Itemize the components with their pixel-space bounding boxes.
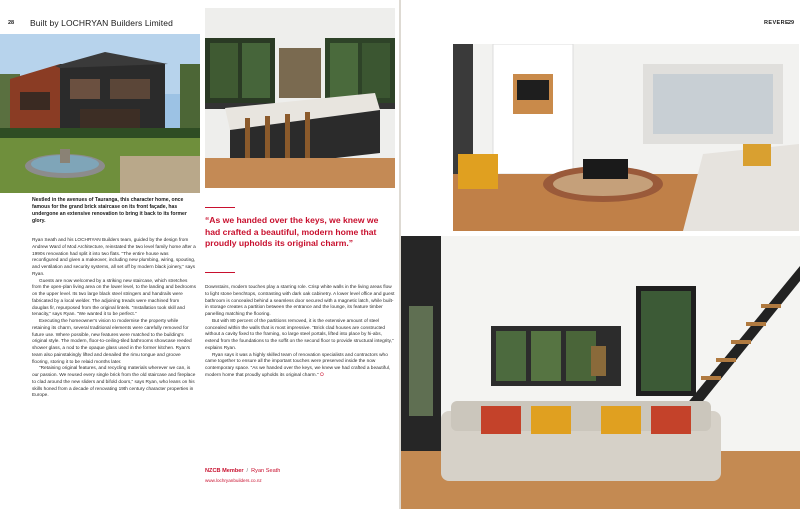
left-page-number: 28 bbox=[8, 20, 15, 26]
article-intro: Nestled in the avenues of Tauranga, this character home, once famous for the grand brick staircase on its front façade, has undergone an extensive renovation to bring it back to its former glory. bbox=[32, 197, 187, 225]
paragraph-text: Ryan says it was a highly skilled team of renovation specialists and contractors who came together to ensure all the important touches were preserved inside the now contemporary space. “As we handed over the keys, we knew we had crafted a beautiful, modern home that proudly upholds its original charm.” bbox=[205, 352, 391, 378]
article-column-2 bbox=[205, 285, 395, 380]
separator: / bbox=[246, 468, 249, 474]
paragraph: Ryan Seath and his LOCHRYAN Builders team, guided by the design from Andrew Ward of Mod Architecture, reinstated the two level family home after a 1990s renovation had split it into two flats. “The entire house was reconfigured and given a makeover, including new plumbing, wiring, spouting, and ventilation and security systems, all set off by modern black joinery,” says Ryan. bbox=[32, 238, 196, 277]
pull-quote: “As we handed over the keys, we knew we had crafted a beautiful, modern home that proudly upholds its original charm.” bbox=[205, 215, 379, 249]
house-exterior-photo bbox=[0, 34, 200, 193]
paragraph: But with 80 percent of the partitions removed, it is the extensive amount of steel concealed within the walls that is most impressive. “Brick clad houses are constructed without a cavity fixed to the framing, so large steel portals, lifted into place by hi-abs, extend from the foundations to the soffit on the second floor to provide structural integrity,” explains Ryan. bbox=[205, 318, 394, 351]
header-title: Built by LOCHRYAN Builders Limited bbox=[30, 18, 173, 28]
paragraph bbox=[205, 353, 395, 380]
website-link[interactable]: www.lochryanbuilders.co.nz bbox=[205, 478, 262, 483]
end-mark: ⭘ bbox=[319, 372, 324, 378]
nzcb-member-credit bbox=[205, 468, 280, 474]
section-tag: REVERE bbox=[764, 20, 790, 26]
right-page-number: 29 bbox=[788, 20, 795, 26]
lounge-staircase-photo bbox=[401, 236, 800, 509]
quote-rule-top bbox=[205, 207, 235, 208]
quote-rule-bottom bbox=[205, 272, 235, 273]
member-label: NZCB Member bbox=[205, 468, 244, 474]
member-name: Ryan Seath bbox=[251, 468, 281, 474]
article-column-1 bbox=[32, 238, 196, 400]
living-room-photo bbox=[453, 44, 799, 231]
paragraph: Guests are now welcomed by a striking new staircase, which stretches from the open-plan living area on the lower level, to the landing and bedrooms on the upper level. Its two large black steel stringers and handrails were fabricated by a local welder. The adjoining treads were machined from douglas fir, repurposed from the original lintels. “Installation took skill and tenacity,” says Ryan. “We wanted it to be perfect.” bbox=[32, 278, 196, 318]
paragraph: Downstairs, modern touches play a starring role. Crisp white walls in the living areas flow to light stone benchtops, contrasting with dark oak cabinetry. A lower level office and guest bathroom is concealed behind a seamless door secured with a magnetic latch, while built-in storage creates a partition between the entrance and the lounge, its feature timber panelling matching the flooring. bbox=[205, 285, 395, 317]
paragraph: “Retaining original features, and recycling materials wherever we can, is our passion. We reused every single brick from the old staircase and fireplace to clad around the new sliders and bifold doors,” says Ryan, who leans on his skills honed from a decade of renovating 19th century character properties in Europe. bbox=[32, 366, 196, 399]
paragraph: Executing the homeowner's vision to modernise the property while retaining its charm, several traditional elements were carefully removed for future use. Where possible, new features were matched to the building's original style. The modern, floor-to-ceiling-tiled bathrooms showcase reeded shower glass, a nod to the opaque glass used in the former kitchen. Ryan's team also painstakingly lifted and denailed the rimu tongue and groove flooring, storing it to be relaid months later. bbox=[32, 319, 192, 365]
kitchen-photo bbox=[205, 8, 395, 188]
